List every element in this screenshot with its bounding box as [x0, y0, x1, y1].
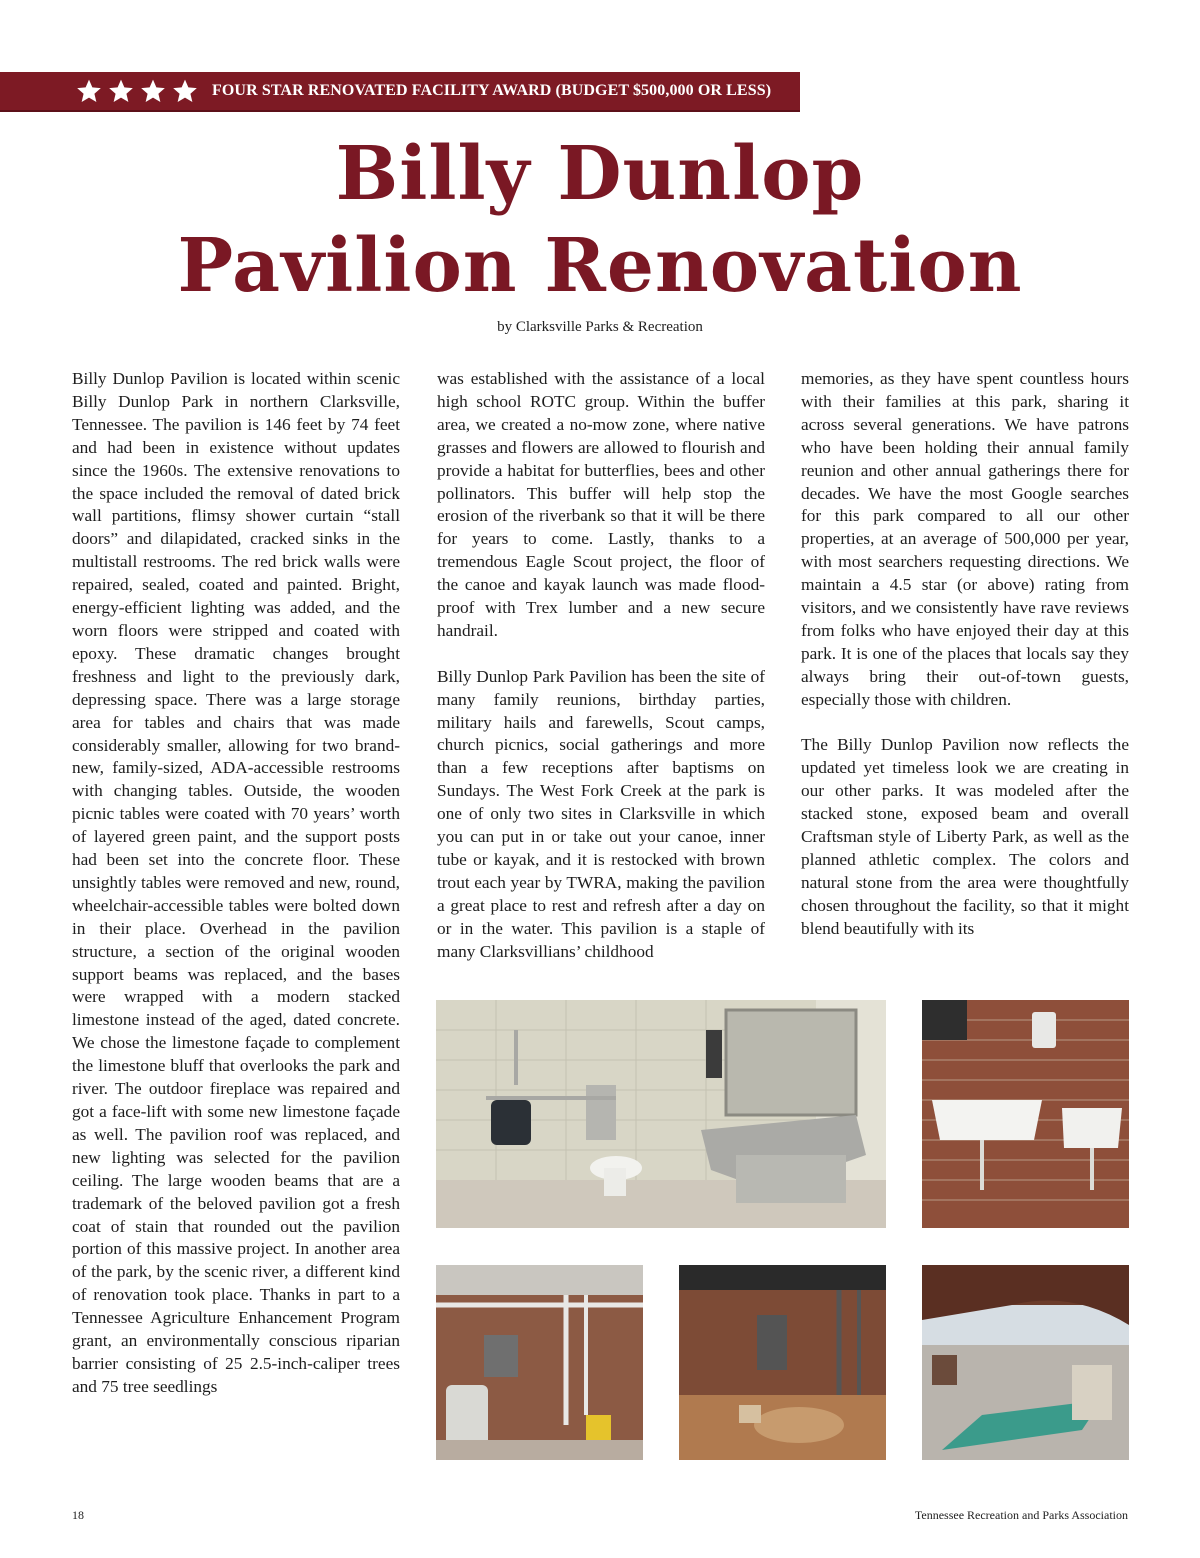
article-paragraph: Billy Dunlop Park Pavilion has been the site of many family reunions, birthday parties, military hails and farewells, Scout camps, church picnics, social gatherings and more than a few receptions after baptisms on Sundays. The West Fork Creek at the park is one of only two sites in Clarksville in which you can put in or take out your canoe, inner tube or kayak, and it is restocked with brown trout each year by TWRA, making the pavilion a great place to rest and refresh after a day on or in the water. This pavilion is a staple of many Clarksvillians’ childhood [437, 666, 765, 961]
article-paragraph: Billy Dunlop Pavilion is located within scenic Billy Dunlop Park in northern Clarksville, Tennessee. The pavilion is 146 feet by 74 feet and had been in existence without updates since the 1960s. The extensive renovations to the space included the removal of dated brick wall partitions, flimsy shower curtain “stall doors” and dilapidated, cracked sinks in the multistall restrooms. The red brick walls were repaired, sealed, coated and painted. Bright, energy-efficient lighting was added, and the worn floors were stripped and coated with epoxy. These dramatic changes brought freshness and light to the previously dark, depressing space. There was a large storage area for tables and chairs that was made considerably smaller, allowing for two brand-new, family-sized, ADA-accessible restrooms with changing tables. Outside, the wooden picnic tables were coated with 70 years’ worth of layered green paint, and the support posts had been set into the concrete floor. These unsightly tables were removed and new, round, wheelchair-accessible tables were bolted down in their place. Overhead in the pavilion structure, a section of the original wooden support beams was replaced, and the bases were wrapped with a modern stacked limestone instead of the aged, dated concrete. We chose the limestone façade to complement the limestone bluff that overlooks the park and river. The outdoor fireplace was repaired and got a face-lift with some new limestone façade as well. The pavilion roof was replaced, and new lighting was selected for the pavilion ceiling. The large wooden beams that are a trademark of the beloved pavilion got a fresh coat of stain that rounded out the pavilion portion of this massive project. In another area of the park, by the scenic river, a different kind of renovation took place. Thanks in part to a Tennessee Agriculture Enhancement Program grant, an environmentally conscious riparian barrier consisting of 25 2.5-inch-caliper trees and 75 tree seedlings [72, 369, 400, 1396]
article-column-3 [801, 368, 1129, 941]
page-number: 18 [72, 1508, 84, 1522]
photo-utility-room [436, 1265, 643, 1460]
article-paragraph: was established with the assistance of a local high school ROTC group. Within the buffer area, we created a no-mow zone, where native grasses and flowers are allowed to flourish and provide a habitat for butterflies, bees and other pollinators. This buffer will help stop the erosion of the riverbank so that it will be there for years to come. Lastly, thanks to a tremendous Eagle Scout project, the floor of the canoe and kayak launch was made flood-proof with Trex lumber and a new secure handrail. [437, 369, 765, 640]
star-icon [172, 78, 198, 104]
title-line-2: Pavilion Renovation [177, 223, 1023, 309]
article-paragraph: The Billy Dunlop Pavilion now reflects the updated yet timeless look we are creating in our other parks. It was modeled after the stacked stone, exposed beam and overall Craftsman style of Liberty Park, as well as the planned athletic complex. The colors and natural stone from the area were thoughtfully chosen throughout the facility, so that it might blend beautifully with its [801, 735, 1129, 938]
article-column-2 [437, 368, 765, 964]
article-column-1 [72, 368, 400, 1399]
star-rating [76, 78, 198, 104]
star-icon [108, 78, 134, 104]
byline: by Clarksville Parks & Recreation [497, 319, 703, 335]
star-icon [76, 78, 102, 104]
photo-sinks [922, 1000, 1129, 1228]
photo-construction-room [679, 1265, 886, 1460]
award-banner [0, 72, 800, 112]
article-paragraph: memories, as they have spent countless hours with their families at this park, sharing it across several generations. We have patrons who have been holding their annual family reunion and other annual gatherings there for decades. We have the most Google searches for this park compared to all our other properties, at an average of 500,000 per year, with most searchers requesting directions. We maintain a 4.5 star (or above) rating from visitors, and we consistently have rave reviews from folks who have enjoyed their day at this park. It is one of the places that locals say they always bring their out-of-town guests, especially those with children. [801, 369, 1129, 709]
star-icon [140, 78, 166, 104]
photo-restroom [436, 1000, 886, 1228]
publication-name: Tennessee Recreation and Parks Association [914, 1508, 1128, 1522]
photo-pavilion-exterior [922, 1265, 1129, 1460]
title-line-1: Billy Dunlop [335, 131, 865, 217]
award-label: FOUR STAR RENOVATED FACILITY AWARD (BUDGET $500,000 OR LESS) [212, 82, 772, 99]
page-title [0, 128, 1200, 312]
